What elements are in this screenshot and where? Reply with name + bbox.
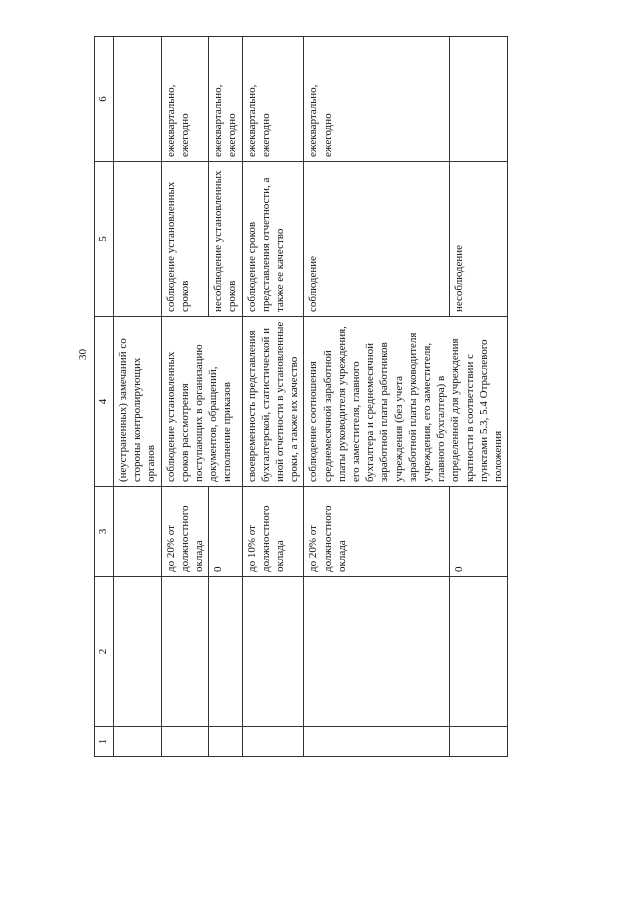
table-row [304,37,449,757]
cell-empty [114,487,162,577]
rotated-page-content [94,37,614,757]
header-col-5: 5 [95,162,114,317]
condition-cell: соблюдение установленных сроков [161,162,209,317]
cell-empty [209,727,242,757]
cell-empty [304,727,449,757]
header-col-4: 4 [95,317,114,487]
criteria-table [94,36,508,757]
cell-empty [114,577,162,727]
cell-empty [449,727,508,757]
condition-cell: соблюдение сроков представления отчетности, а также ее качество [242,162,304,317]
page-number: 30 [77,349,89,360]
period-cell: ежеквартально, ежегодно [304,37,449,162]
header-col-2: 2 [95,577,114,727]
cell-empty [114,37,162,162]
amount-cell: до 20% от должностного оклада [304,487,449,577]
amount-cell: 0 [209,487,242,577]
cell-empty [304,577,449,727]
criterion-cell: (неустраненных) замечаний со стороны контролирующих органов [114,317,162,487]
criterion-cell: соблюдение установленных сроков рассмотрения поступающих в организацию документов, обращений, исполнение приказов [161,317,242,487]
cell-empty [161,727,209,757]
table-row [242,37,304,757]
condition-cell: несоблюдение установленных сроков [209,162,242,317]
cell-empty [161,577,209,727]
table-row [114,37,162,757]
cell-empty [209,577,242,727]
header-col-6: 6 [95,37,114,162]
cell-empty [114,727,162,757]
table-row [161,37,209,757]
period-cell: ежеквартально, ежегодно [161,37,209,162]
criterion-cell: соблюдение соотношения среднемесячной заработной платы руководителя учреждения, его заместителя, главного бухгалтера и среднемесячной заработной платы работников учреждения (без учета заработной платы руководителя учреждения, его заместителя, главного бухгалтера) в определенной для учреждения кратности в соответствии с пунктами 5.3, 5.4 Отраслевого положения [304,317,508,487]
amount-cell: 0 [449,487,508,577]
cell-empty [449,577,508,727]
cell-empty [114,162,162,317]
criterion-cell: своевременность представления бухгалтерской, статистической и иной отчетности в установленные сроки, а также их качество [242,317,304,487]
header-col-1: 1 [95,727,114,757]
period-cell [449,37,508,162]
period-cell: ежеквартально, ежегодно [242,37,304,162]
header-col-3: 3 [95,487,114,577]
period-cell: ежеквартально, ежегодно [209,37,242,162]
table-header-row [95,37,114,757]
cell-empty [242,577,304,727]
amount-cell: до 10% от должностного оклада [242,487,304,577]
condition-cell: соблюдение [304,162,449,317]
cell-empty [242,727,304,757]
amount-cell: до 20% от должностного оклада [161,487,209,577]
condition-cell: несоблюдение [449,162,508,317]
